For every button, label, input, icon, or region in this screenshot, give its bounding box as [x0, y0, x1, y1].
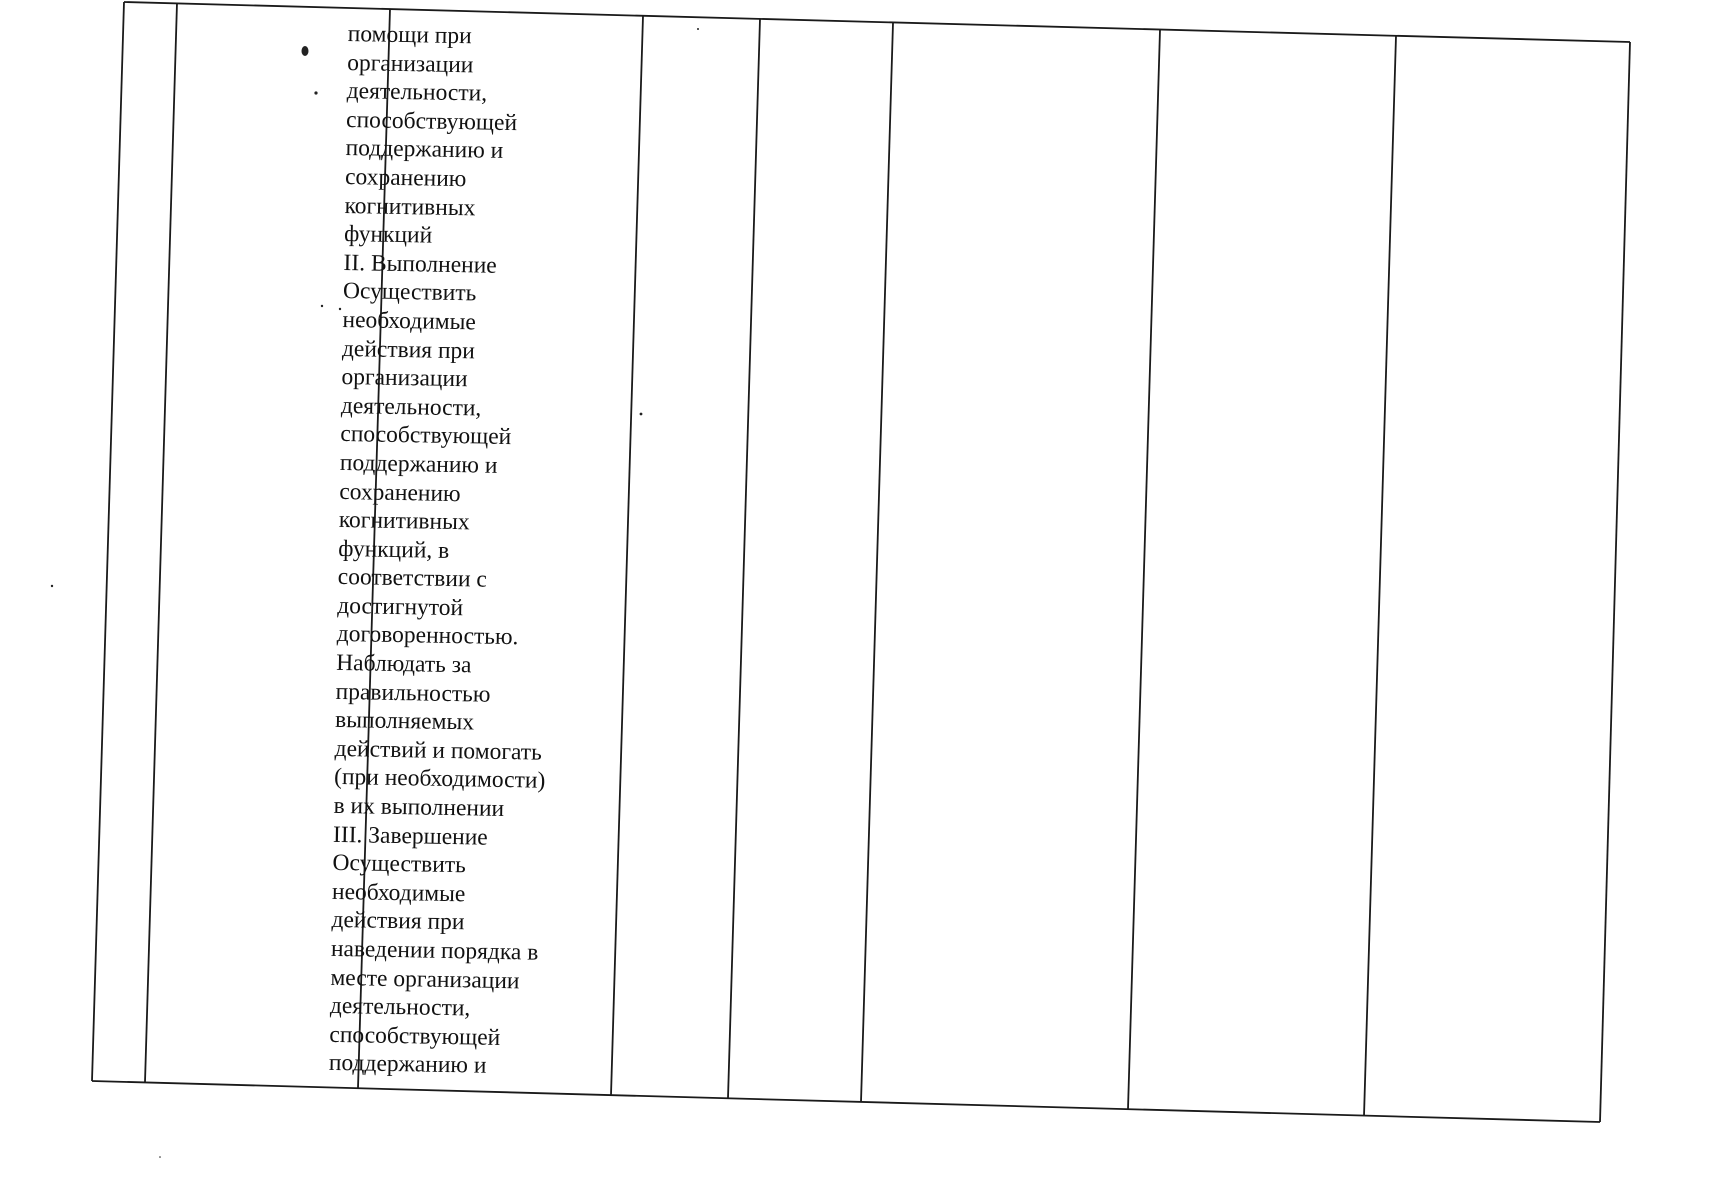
text-line: месте организации — [330, 964, 520, 994]
text-line: необходимые — [331, 878, 466, 908]
text-line: функций, в — [338, 535, 450, 564]
text-line: действий и помогать — [334, 735, 543, 766]
text-line: поддержанию и — [328, 1050, 487, 1080]
column-rule-6 — [861, 23, 893, 1102]
text-line: (при необходимости) — [333, 764, 546, 795]
text-line: способствующей — [345, 106, 518, 136]
column-rule-8 — [1364, 36, 1396, 1116]
table-cell-activity-text — [328, 20, 618, 1105]
text-line: действия при — [341, 335, 476, 364]
text-line: сохранению — [339, 478, 461, 507]
column-rule-4 — [611, 16, 643, 1095]
text-line: Осуществить — [342, 278, 477, 307]
text-line: Осуществить — [332, 850, 467, 879]
text-line: когнитивных — [338, 507, 470, 536]
text-line: необходимые — [342, 306, 477, 336]
text-line: деятельности, — [340, 392, 482, 422]
text-line: достигнутой — [337, 592, 464, 622]
column-rule-1 — [92, 2, 124, 1081]
text-line: II. Выполнение — [343, 249, 497, 279]
text-line: деятельности, — [329, 993, 471, 1022]
text-line: сохранению — [344, 163, 467, 193]
text-line: выполняемых — [334, 707, 475, 736]
text-line: соответствии с — [337, 564, 488, 593]
text-line: способствующей — [340, 421, 512, 451]
text-line: III. Завершение — [332, 821, 488, 851]
text-line: Наблюдать за — [335, 649, 472, 679]
text-line: правильностью — [335, 678, 491, 708]
table-right-border — [1600, 42, 1630, 1122]
text-line: организации — [346, 49, 474, 78]
text-line: функций — [343, 221, 433, 249]
text-line: помощи при — [347, 20, 472, 50]
text-line: в их выполнении — [333, 792, 505, 823]
text-line: способствующей — [329, 1021, 501, 1051]
text-line: поддержанию и — [339, 449, 498, 479]
text-line: когнитивных — [344, 192, 476, 221]
column-rule-2 — [145, 3, 177, 1082]
text-line: договоренностью. — [336, 621, 519, 651]
table-bottom-border — [92, 1081, 1600, 1122]
text-line: действия при — [331, 907, 465, 936]
text-line: деятельности, — [346, 78, 488, 107]
column-rule-5 — [728, 19, 760, 1098]
column-rule-7 — [1128, 30, 1160, 1109]
text-line: организации — [341, 364, 468, 393]
text-line: поддержанию и — [345, 135, 504, 165]
text-line: наведении порядка в — [330, 935, 539, 966]
